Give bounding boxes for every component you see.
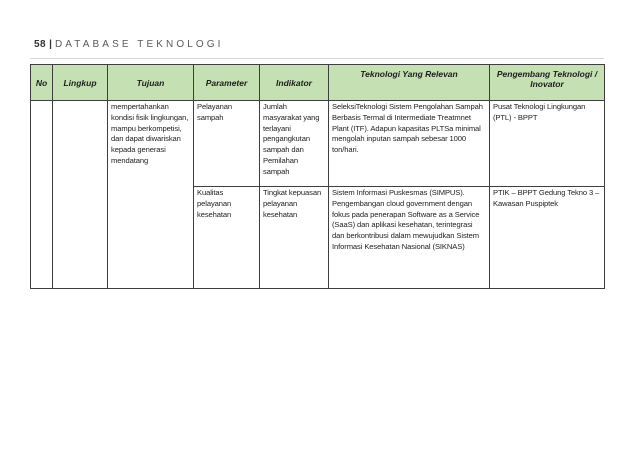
column-header-no: No xyxy=(31,65,53,101)
cell-no xyxy=(31,101,53,289)
cell-indikator: Tingkat kepuasan pelayanan kesehatan xyxy=(260,187,329,289)
column-header-parameter: Parameter xyxy=(194,65,260,101)
table-row xyxy=(31,101,605,187)
document-title: DATABASE TEKNOLOGI xyxy=(54,39,224,50)
column-header-lingkup: Lingkup xyxy=(53,65,108,101)
cell-teknologi: Sistem Informasi Puskesmas (SIMPUS). Pengembangan cloud government dengan fokus pada penerapan Software as a Service (SaaS) dan aplikasi kesehatan, terintegrasi dan berkontribusi dalam mewujudkan Sistem Informasi Kesehatan Nasional (SIKNAS) xyxy=(329,187,490,289)
cell-lingkup xyxy=(53,101,108,289)
cell-parameter: Kualitas pelayanan kesehatan xyxy=(194,187,260,289)
cell-indikator: Jumlah masyarakat yang terlayani pengangkutan sampah dan Pemilahan sampah xyxy=(260,101,329,187)
technology-table xyxy=(30,64,605,289)
page-number: 58 xyxy=(34,39,47,50)
header-rule xyxy=(30,58,604,59)
cell-tujuan: mempertahankan kondisi fisik lingkungan, mampu berkompetisi, dan dapat diwariskan kepada generasi mendatang xyxy=(108,101,194,289)
header-separator: | xyxy=(49,39,52,50)
column-header-pengembang: Pengembang Teknologi / Inovator xyxy=(490,65,605,101)
page-header xyxy=(34,39,224,50)
column-header-tujuan: Tujuan xyxy=(108,65,194,101)
column-header-teknologi: Teknologi Yang Relevan xyxy=(329,65,490,101)
table-header-row xyxy=(31,65,605,101)
cell-pengembang: Pusat Teknologi Lingkungan (PTL) - BPPT xyxy=(490,101,605,187)
cell-pengembang: PTIK – BPPT Gedung Tekno 3 – Kawasan Puspiptek xyxy=(490,187,605,289)
column-header-indikator: Indikator xyxy=(260,65,329,101)
cell-parameter: Pelayanan sampah xyxy=(194,101,260,187)
cell-teknologi: SeleksiTeknologi Sistem Pengolahan Sampah Berbasis Termal di Intermediate Treatmnet Plant (ITF). Adapun kapasitas PLTSa minimal mengolah inputan sampah sebesar 1000 ton/hari. xyxy=(329,101,490,187)
